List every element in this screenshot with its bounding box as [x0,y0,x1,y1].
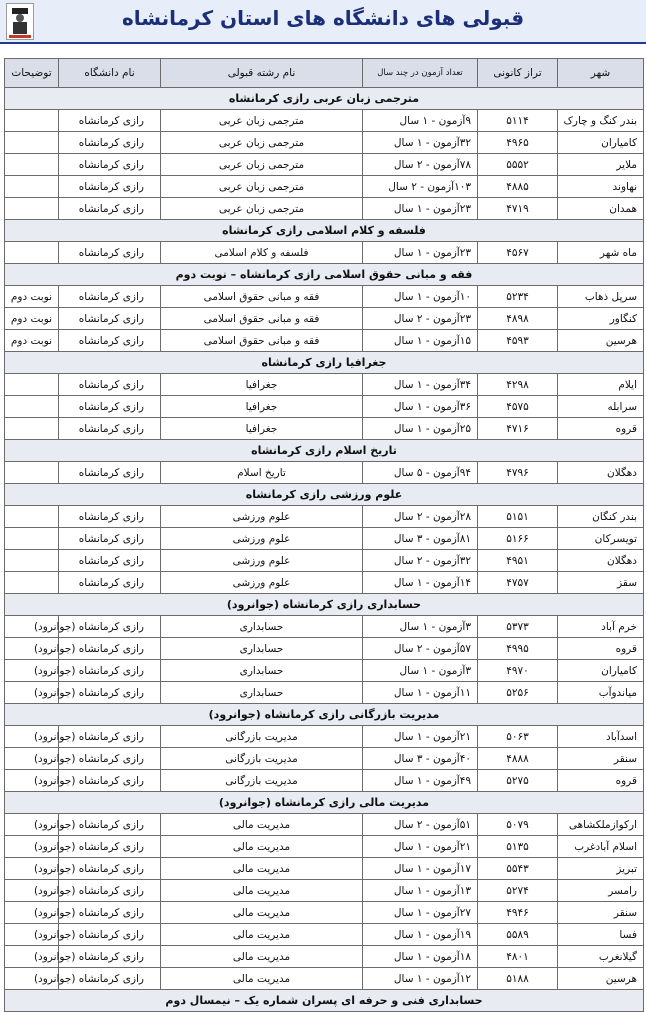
table-row [5,396,644,418]
cell-exams: ۱۳آزمون - ۱ سال [363,880,478,902]
cell-city: هرسین [558,330,644,352]
cell-city: خرم آباد [558,616,644,638]
cell-field: مدیریت مالی [161,902,363,924]
cell-field: مدیریت مالی [161,880,363,902]
cell-score: ۴۷۵۷ [478,572,558,594]
cell-city: سنقر [558,902,644,924]
cell-field: مدیریت مالی [161,814,363,836]
cell-score: ۴۷۱۹ [478,198,558,220]
cell-score: ۵۵۴۳ [478,858,558,880]
cell-exams: ۱۱آزمون - ۱ سال [363,682,478,704]
cell-city: میاندوآب [558,682,644,704]
cell-field: مترجمی زبان عربی [161,154,363,176]
cell-university: رازی کرمانشاه [59,110,161,132]
cell-city: همدان [558,198,644,220]
cell-notes: نوبت دوم [5,308,59,330]
cell-field: حسابداری [161,682,363,704]
cell-field: جغرافیا [161,418,363,440]
cell-score: ۵۵۸۹ [478,924,558,946]
cell-score: ۵۱۱۴ [478,110,558,132]
cell-city: ملایر [558,154,644,176]
cell-score: ۵۲۳۴ [478,286,558,308]
cell-exams: ۸۱آزمون - ۳ سال [363,528,478,550]
cell-score: ۴۵۷۵ [478,396,558,418]
cell-field: علوم ورزشی [161,506,363,528]
cell-university: رازی کرمانشاه [59,506,161,528]
cell-notes [5,506,59,528]
cell-notes [5,198,59,220]
section-title: تاریخ اسلام رازی کرمانشاه [5,440,644,462]
cell-exams: ۲۳آزمون - ۱ سال [363,242,478,264]
cell-notes [5,462,59,484]
cell-exams: ۱۰آزمون - ۱ سال [363,286,478,308]
cell-university: رازی کرمانشاه (جوانرود) [59,858,161,880]
table-row [5,682,644,704]
cell-score: ۴۲۹۸ [478,374,558,396]
cell-exams: ۵۱آزمون - ۲ سال [363,814,478,836]
cell-city: کامیاران [558,660,644,682]
table-row [5,968,644,990]
cell-exams: ۲۱آزمون - ۱ سال [363,836,478,858]
cell-university: رازی کرمانشاه [59,528,161,550]
table-header-row [5,59,644,88]
cell-score: ۴۵۶۷ [478,242,558,264]
cell-university: رازی کرمانشاه [59,308,161,330]
cell-field: علوم ورزشی [161,528,363,550]
cell-university: رازی کرمانشاه (جوانرود) [59,880,161,902]
table-row [5,154,644,176]
cell-notes [5,572,59,594]
cell-exams: ۲۵آزمون - ۱ سال [363,418,478,440]
graduate-logo-icon [6,3,34,40]
cell-field: علوم ورزشی [161,572,363,594]
cell-city: ارکوازملکشاهی [558,814,644,836]
cell-notes [5,132,59,154]
cell-city: اسلام آبادغرب [558,836,644,858]
cell-exams: ۲۳آزمون - ۱ سال [363,198,478,220]
cell-university: رازی کرمانشاه (جوانرود) [59,660,161,682]
cell-city: هرسین [558,968,644,990]
cell-score: ۴۸۹۸ [478,308,558,330]
table-row [5,286,644,308]
col-header-notes: توضیحات [5,59,59,88]
cell-field: مترجمی زبان عربی [161,110,363,132]
cell-score: ۴۸۰۱ [478,946,558,968]
cell-city: دهگلان [558,462,644,484]
section-row [5,88,644,110]
cell-score: ۴۹۴۶ [478,902,558,924]
cell-university: رازی کرمانشاه (جوانرود) [59,924,161,946]
page-banner [0,0,646,44]
cell-exams: ۱۰۳آزمون - ۲ سال [363,176,478,198]
table-body [5,88,644,1012]
cell-university: رازی کرمانشاه [59,396,161,418]
table-row [5,110,644,132]
cell-score: ۵۱۸۸ [478,968,558,990]
table-row [5,572,644,594]
cell-score: ۴۵۹۳ [478,330,558,352]
table-row [5,198,644,220]
cell-city: سرپل ذهاب [558,286,644,308]
cell-university: رازی کرمانشاه [59,242,161,264]
cell-field: مدیریت بازرگانی [161,748,363,770]
cell-city: گیلانغرب [558,946,644,968]
cell-city: قروه [558,770,644,792]
table-row [5,418,644,440]
table-row [5,462,644,484]
cell-exams: ۹آزمون - ۱ سال [363,110,478,132]
cell-exams: ۳۲آزمون - ۱ سال [363,132,478,154]
table-row [5,242,644,264]
cell-score: ۵۲۷۵ [478,770,558,792]
section-row [5,484,644,506]
table-row [5,836,644,858]
cell-field: جغرافیا [161,396,363,418]
cell-exams: ۳۶آزمون - ۱ سال [363,396,478,418]
cell-score: ۵۱۳۵ [478,836,558,858]
cell-score: ۵۰۷۹ [478,814,558,836]
section-row [5,594,644,616]
section-title: حسابداری رازی کرمانشاه (جوانرود) [5,594,644,616]
table-row [5,814,644,836]
cell-city: دهگلان [558,550,644,572]
col-header-field: نام رشته قبولی [161,59,363,88]
section-row [5,352,644,374]
section-title: مدیریت بازرگانی رازی کرمانشاه (جوانرود) [5,704,644,726]
cell-city: کامیاران [558,132,644,154]
cell-field: مدیریت مالی [161,836,363,858]
table-row [5,858,644,880]
cell-score: ۴۹۵۱ [478,550,558,572]
cell-city: سقز [558,572,644,594]
cell-score: ۵۲۵۶ [478,682,558,704]
col-header-city: شهر [558,59,644,88]
cell-field: تاریخ اسلام [161,462,363,484]
section-title: فلسفه و کلام اسلامی رازی کرمانشاه [5,220,644,242]
section-title: علوم ورزشی رازی کرمانشاه [5,484,644,506]
table-row [5,638,644,660]
table-row [5,132,644,154]
cell-field: حسابداری [161,638,363,660]
cell-city: بندر کنگان [558,506,644,528]
cell-score: ۵۱۶۶ [478,528,558,550]
cell-city: تبریز [558,858,644,880]
cell-score: ۴۷۹۶ [478,462,558,484]
cell-exams: ۱۴آزمون - ۱ سال [363,572,478,594]
cell-university: رازی کرمانشاه (جوانرود) [59,638,161,660]
cell-notes [5,154,59,176]
cell-city: ماه شهر [558,242,644,264]
cell-notes: نوبت دوم [5,330,59,352]
cell-notes: نوبت دوم [5,286,59,308]
cell-score: ۵۵۵۲ [478,154,558,176]
cell-notes [5,396,59,418]
cell-exams: ۲۷آزمون - ۱ سال [363,902,478,924]
cell-score: ۴۹۶۵ [478,132,558,154]
cell-score: ۴۹۹۵ [478,638,558,660]
cell-exams: ۲۳آزمون - ۲ سال [363,308,478,330]
table-row [5,176,644,198]
cell-university: رازی کرمانشاه (جوانرود) [59,770,161,792]
cell-field: فقه و مبانی حقوق اسلامی [161,308,363,330]
cell-university: رازی کرمانشاه [59,462,161,484]
cell-city: قروه [558,418,644,440]
section-row [5,264,644,286]
cell-university: رازی کرمانشاه (جوانرود) [59,946,161,968]
cell-field: مدیریت مالی [161,858,363,880]
table-row [5,770,644,792]
col-header-exams: تعداد آزمون در چند سال [363,59,478,88]
cell-university: رازی کرمانشاه [59,132,161,154]
cell-field: حسابداری [161,660,363,682]
table-row [5,506,644,528]
cell-exams: ۱۹آزمون - ۱ سال [363,924,478,946]
cell-university: رازی کرمانشاه [59,330,161,352]
cell-city: بندر کنگ و چارک [558,110,644,132]
table-row [5,550,644,572]
cell-university: رازی کرمانشاه (جوانرود) [59,968,161,990]
cell-score: ۵۳۷۳ [478,616,558,638]
cell-field: مدیریت مالی [161,946,363,968]
cell-exams: ۳آزمون - ۱ سال [363,616,478,638]
cell-university: رازی کرمانشاه [59,154,161,176]
section-row [5,704,644,726]
cell-field: فقه و مبانی حقوق اسلامی [161,330,363,352]
cell-score: ۴۷۱۶ [478,418,558,440]
cell-field: فقه و مبانی حقوق اسلامی [161,286,363,308]
cell-field: مدیریت بازرگانی [161,770,363,792]
cell-field: مدیریت مالی [161,924,363,946]
cell-field: حسابداری [161,616,363,638]
page-title: قبولی های دانشگاه های استان کرمانشاه [121,6,525,30]
cell-exams: ۱۸آزمون - ۱ سال [363,946,478,968]
section-title: حسابداری فنی و حرفه ای پسران شماره یک – نیمسال دوم [5,990,644,1012]
cell-exams: ۱۵آزمون - ۱ سال [363,330,478,352]
table-row [5,616,644,638]
section-title: جغرافیا رازی کرمانشاه [5,352,644,374]
cell-notes [5,550,59,572]
cell-exams: ۹۴آزمون - ۵ سال [363,462,478,484]
section-row [5,990,644,1012]
cell-exams: ۱۲آزمون - ۱ سال [363,968,478,990]
table-row [5,946,644,968]
cell-city: فسا [558,924,644,946]
table-row [5,330,644,352]
cell-city: سنقر [558,748,644,770]
cell-notes [5,110,59,132]
cell-university: رازی کرمانشاه (جوانرود) [59,726,161,748]
cell-university: رازی کرمانشاه (جوانرود) [59,616,161,638]
cell-field: فلسفه و کلام اسلامی [161,242,363,264]
cell-exams: ۲۸آزمون - ۲ سال [363,506,478,528]
cell-exams: ۴۰آزمون - ۳ سال [363,748,478,770]
cell-field: مدیریت مالی [161,968,363,990]
cell-university: رازی کرمانشاه [59,374,161,396]
cell-university: رازی کرمانشاه [59,198,161,220]
section-title: فقه و مبانی حقوق اسلامی رازی کرمانشاه – نوبت دوم [5,264,644,286]
table-row [5,924,644,946]
cell-city: قروه [558,638,644,660]
table-row [5,374,644,396]
cell-notes [5,242,59,264]
cell-exams: ۷۸آزمون - ۲ سال [363,154,478,176]
table-row [5,308,644,330]
table-row [5,902,644,924]
section-title: مدیریت مالی رازی کرمانشاه (جوانرود) [5,792,644,814]
table-row [5,880,644,902]
cell-notes [5,418,59,440]
cell-score: ۵۱۵۱ [478,506,558,528]
cell-exams: ۳۴آزمون - ۱ سال [363,374,478,396]
col-header-university: نام دانشگاه [59,59,161,88]
cell-university: رازی کرمانشاه [59,176,161,198]
table-row [5,660,644,682]
admissions-table [4,58,644,1012]
cell-field: علوم ورزشی [161,550,363,572]
cell-field: مترجمی زبان عربی [161,132,363,154]
cell-exams: ۵۷آزمون - ۲ سال [363,638,478,660]
cell-exams: ۲۱آزمون - ۱ سال [363,726,478,748]
cell-university: رازی کرمانشاه (جوانرود) [59,748,161,770]
cell-field: مترجمی زبان عربی [161,176,363,198]
cell-city: رامسر [558,880,644,902]
section-row [5,220,644,242]
cell-university: رازی کرمانشاه [59,286,161,308]
cell-city: تویسرکان [558,528,644,550]
cell-score: ۵۰۶۳ [478,726,558,748]
cell-city: نهاوند [558,176,644,198]
cell-university: رازی کرمانشاه (جوانرود) [59,836,161,858]
cell-notes [5,528,59,550]
table-row [5,726,644,748]
cell-field: جغرافیا [161,374,363,396]
cell-university: رازی کرمانشاه [59,550,161,572]
cell-score: ۴۹۷۰ [478,660,558,682]
cell-field: مترجمی زبان عربی [161,198,363,220]
cell-score: ۴۸۸۸ [478,748,558,770]
section-row [5,440,644,462]
cell-score: ۵۲۷۴ [478,880,558,902]
section-title: مترجمی زبان عربی رازی کرمانشاه [5,88,644,110]
cell-city: کنگاور [558,308,644,330]
cell-university: رازی کرمانشاه (جوانرود) [59,814,161,836]
cell-exams: ۳۲آزمون - ۲ سال [363,550,478,572]
cell-city: سرابله [558,396,644,418]
cell-exams: ۳آزمون - ۱ سال [363,660,478,682]
cell-notes [5,176,59,198]
section-row [5,792,644,814]
cell-city: اسدآباد [558,726,644,748]
col-header-score: تراز کانونی [478,59,558,88]
cell-score: ۴۸۸۵ [478,176,558,198]
table-row [5,528,644,550]
cell-university: رازی کرمانشاه (جوانرود) [59,682,161,704]
cell-university: رازی کرمانشاه [59,572,161,594]
cell-field: مدیریت بازرگانی [161,726,363,748]
cell-notes [5,374,59,396]
cell-city: ایلام [558,374,644,396]
cell-exams: ۱۷آزمون - ۱ سال [363,858,478,880]
cell-exams: ۴۹آزمون - ۱ سال [363,770,478,792]
table-row [5,748,644,770]
cell-university: رازی کرمانشاه [59,418,161,440]
cell-university: رازی کرمانشاه (جوانرود) [59,902,161,924]
